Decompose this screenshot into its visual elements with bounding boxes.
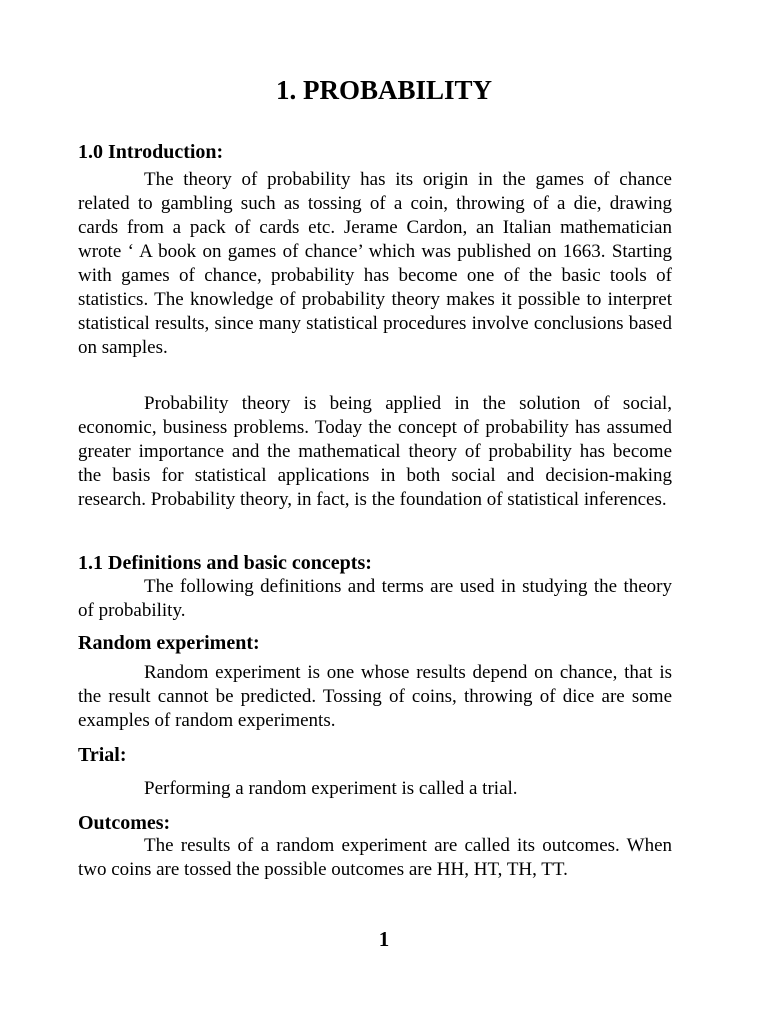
subheading-trial: Trial: [78, 744, 127, 766]
section-heading-definitions: 1.1 Definitions and basic concepts: [78, 552, 372, 574]
outcomes-paragraph: The results of a random experiment are called its outcomes. When two coins are tossed the possible outcomes are HH, HT, TH, TT. [78, 835, 672, 880]
page-title: 1. PROBABILITY [275, 75, 493, 105]
introduction-paragraph-2: Probability theory is being applied in the solution of social, economic, business problems. Today the concept of probability has assumed greater importance and the mathematical theory of probability has become the basis for statistical applications in both social and decision-making research. Probability theory, in fact, is the foundation of statistical inferences. [78, 393, 672, 510]
section-heading-introduction: 1.0 Introduction: [78, 141, 224, 163]
trial-paragraph: Performing a random experiment is called a trial. [144, 778, 518, 799]
page-number: 1 [378, 927, 390, 951]
introduction-paragraph-1: The theory of probability has its origin in the games of chance related to gambling such as tossing of a coin, throwing of a die, drawing cards from a pack of cards etc. Jerame Cardon, an Italian mathematician wrote ‘ A book on games of chance’ which was published on 1663. Starting with games of chance, probability has become one of the basic tools of statistics. The knowledge of probability theory makes it possible to interpret statistical results, since many statistical procedures involve conclusions based on samples. [78, 169, 672, 358]
subheading-random-experiment: Random experiment: [78, 632, 260, 654]
random-experiment-paragraph: Random experiment is one whose results depend on chance, that is the result cannot be predicted. Tossing of coins, throwing of dice are some examples of random experiments. [78, 662, 672, 731]
definitions-paragraph: The following definitions and terms are used in studying the theory of probability. [78, 576, 672, 621]
subheading-outcomes: Outcomes: [78, 812, 171, 834]
